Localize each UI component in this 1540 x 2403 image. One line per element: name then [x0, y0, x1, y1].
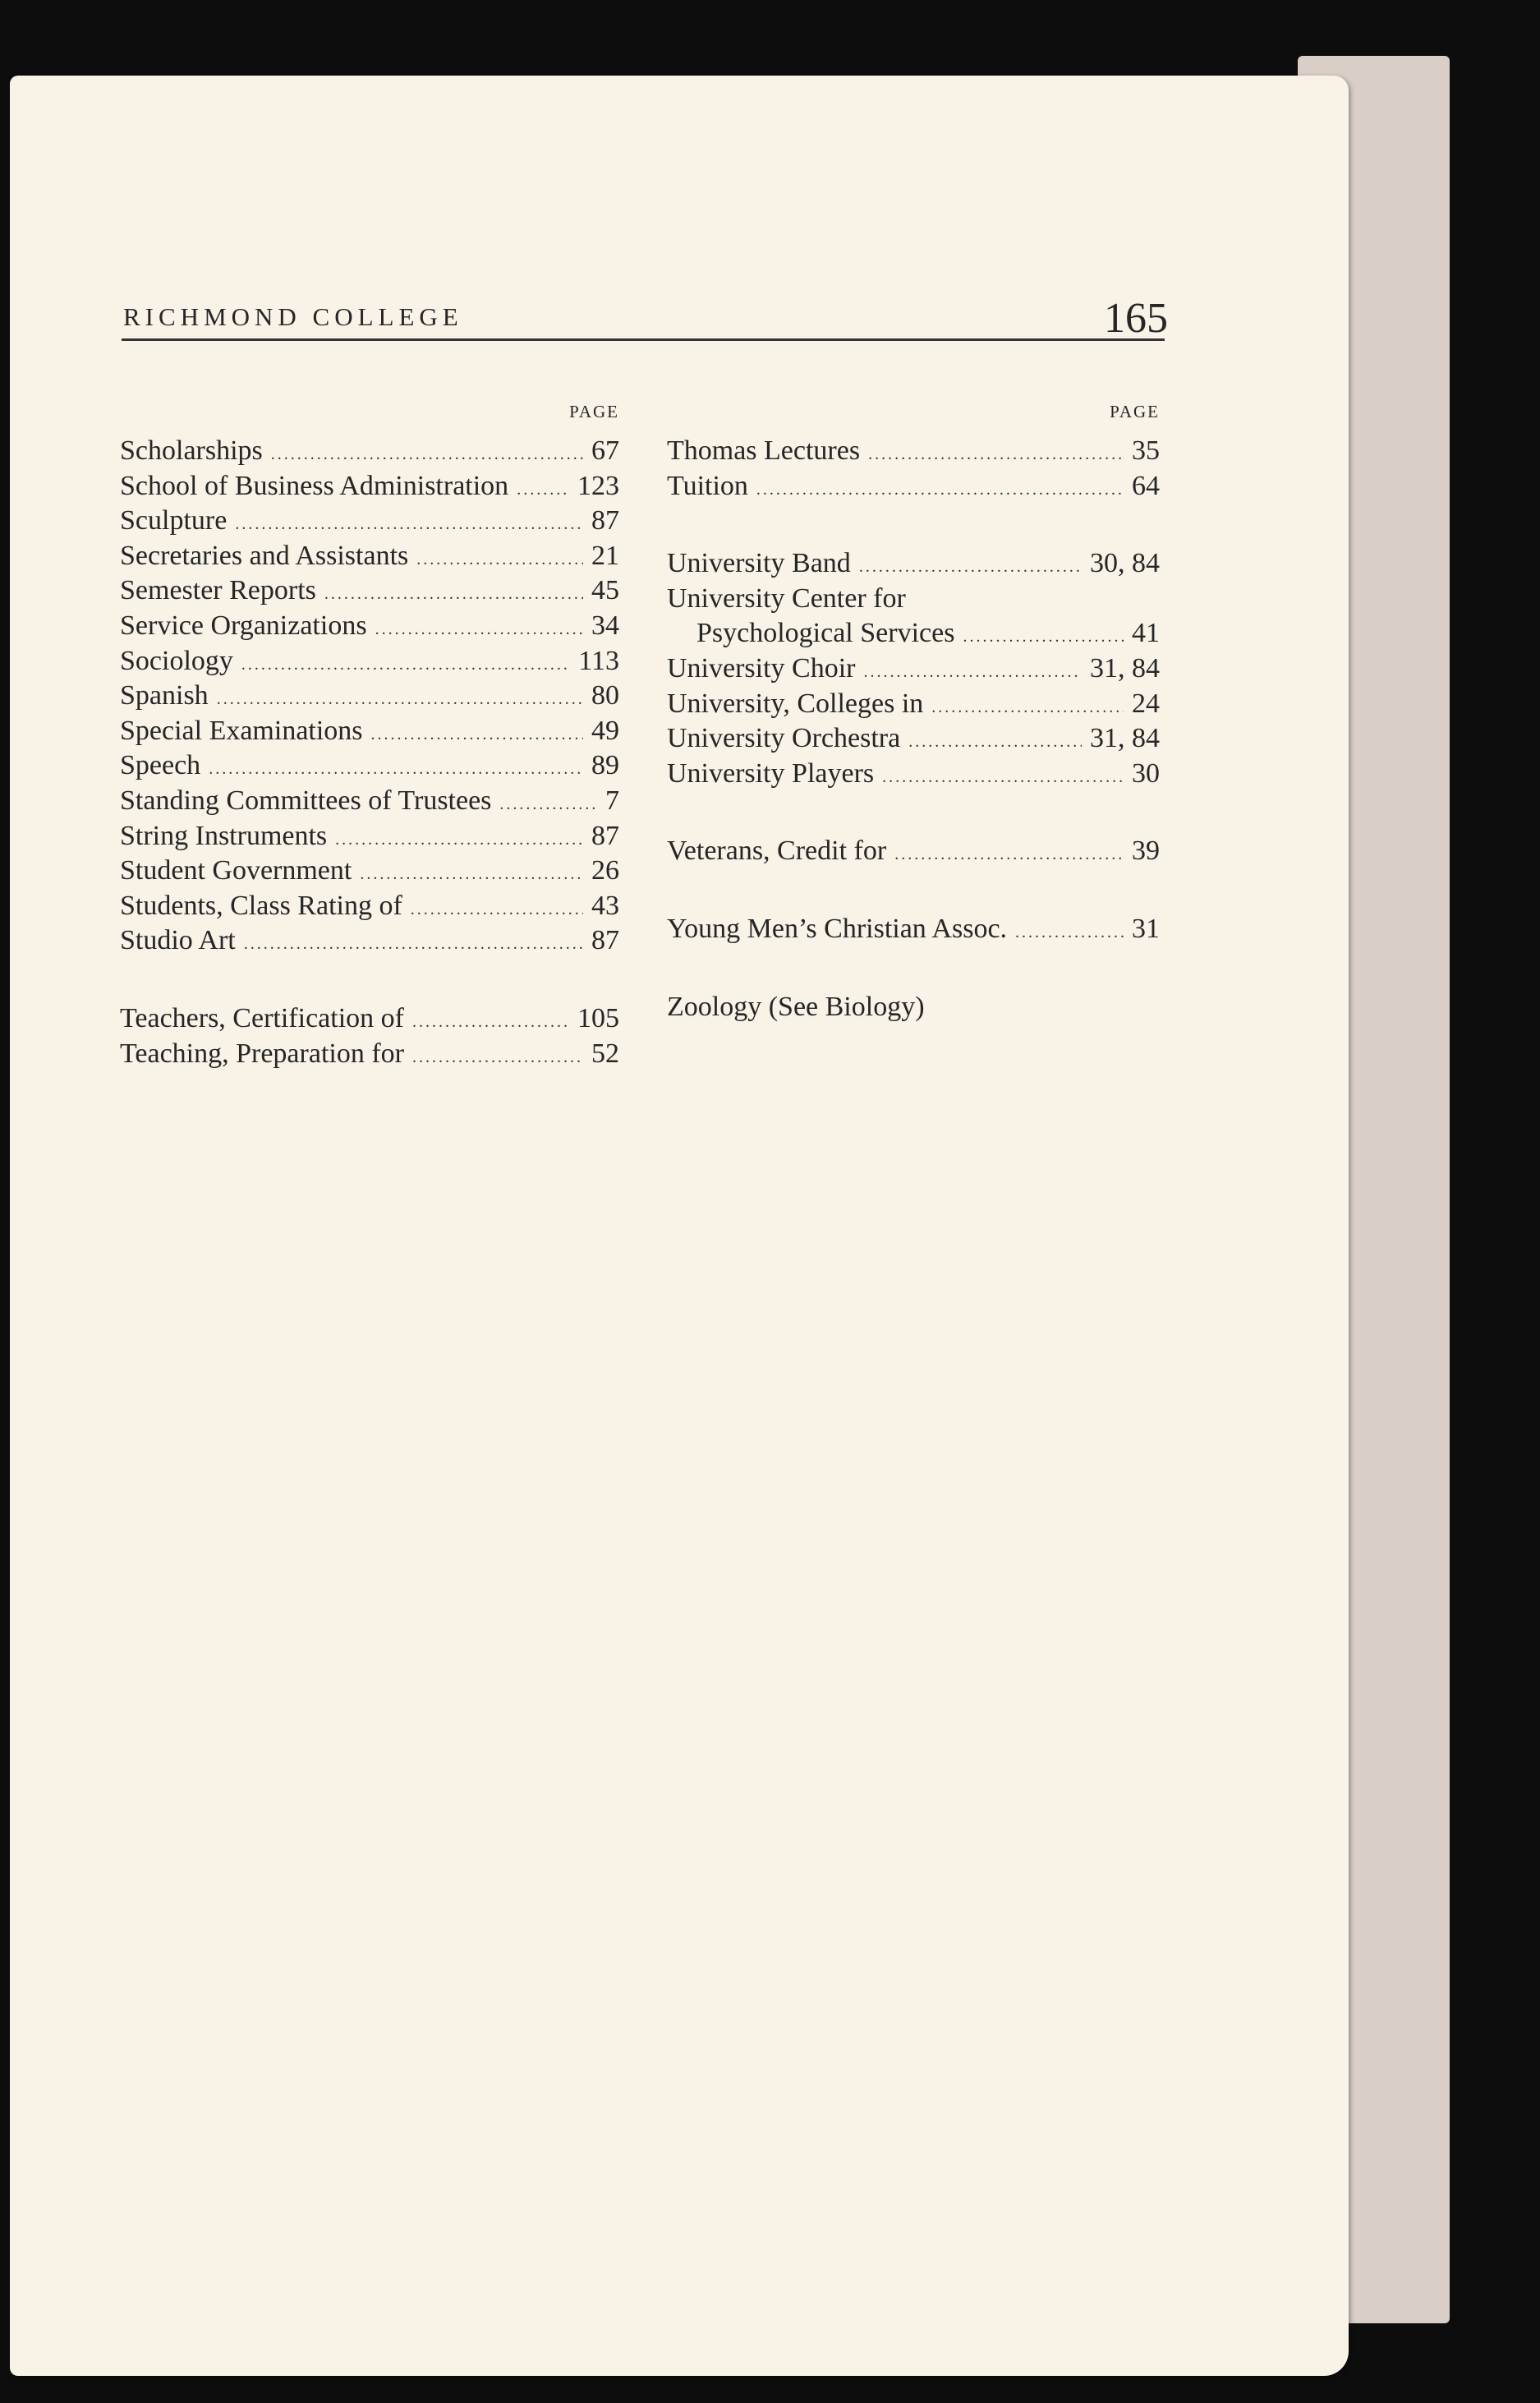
entry-name: Sociology: [120, 645, 233, 676]
running-head: RICHMOND COLLEGE: [123, 302, 463, 331]
index-entry: [120, 748, 619, 784]
entry-name: Scholarships: [120, 435, 263, 466]
index-entry: [667, 721, 1160, 757]
entry-name: School of Business Administration: [120, 470, 509, 501]
dot-leader: [335, 822, 583, 858]
dot-leader: [411, 892, 583, 928]
index-entry: [120, 1001, 619, 1037]
dot-leader: [882, 760, 1124, 795]
entry-name: University Orchestra: [667, 723, 901, 754]
index-column-left: [120, 394, 619, 1071]
entry-name: Veterans, Credit for: [667, 836, 887, 867]
index-entry: [120, 923, 619, 959]
dot-leader: [756, 472, 1124, 508]
group-gap: [667, 504, 1160, 546]
dot-leader: [241, 647, 570, 683]
entry-name: University Center for: [667, 582, 906, 614]
entry-name: Tuition: [667, 470, 748, 501]
entry-name: Speech: [120, 750, 201, 781]
entry-name: Students, Class Rating of: [120, 890, 402, 921]
entry-name: Young Men’s Christian Assoc.: [667, 913, 1008, 944]
entry-page: 123: [577, 470, 619, 501]
dot-leader: [868, 437, 1124, 472]
dot-leader: [412, 1005, 569, 1040]
index-entry: [120, 469, 619, 504]
index-entry: [667, 834, 1160, 869]
entry-page: 31, 84: [1090, 652, 1160, 684]
entry-page: 52: [591, 1038, 619, 1069]
index-entry: [120, 539, 619, 574]
index-entry: [667, 469, 1160, 504]
index-entry: [667, 651, 1160, 687]
dot-leader: [499, 787, 597, 822]
entry-name: String Instruments: [120, 820, 328, 851]
index-column-right: [667, 394, 1160, 1024]
dot-leader: [931, 690, 1124, 725]
header-rule: [122, 338, 1165, 341]
entry-page: 34: [591, 610, 619, 641]
entry-page: 80: [591, 680, 619, 711]
entry-page: 30: [1132, 757, 1160, 789]
entry-page: 41: [1132, 618, 1160, 649]
index-entry: [120, 644, 619, 679]
dot-leader: [863, 655, 1082, 690]
dot-leader: [412, 1040, 583, 1075]
entry-page: 105: [577, 1002, 619, 1033]
index-entry: [120, 504, 619, 539]
index-entry: [667, 687, 1160, 722]
entry-page: 24: [1132, 688, 1160, 719]
entry-name: University Players: [667, 757, 875, 789]
index-entry: [120, 434, 619, 469]
dot-leader: [209, 752, 583, 787]
dot-leader: [360, 857, 583, 892]
entry-page: 87: [591, 820, 619, 851]
group-gap: [667, 791, 1160, 834]
group-gap: [667, 947, 1160, 990]
index-entry: [120, 679, 619, 714]
dot-leader: [517, 472, 569, 508]
dot-leader: [375, 612, 583, 647]
index-entry: [667, 912, 1160, 947]
entry-page: 45: [591, 575, 619, 606]
entry-page: 43: [591, 890, 619, 921]
dot-leader: [217, 682, 583, 717]
dot-leader: [894, 837, 1124, 872]
entry-page: 49: [591, 715, 619, 746]
dot-leader: [963, 619, 1124, 655]
dot-leader: [1015, 915, 1124, 951]
entry-name: Standing Committees of Trustees: [120, 785, 492, 816]
group-gap: [667, 869, 1160, 912]
dot-leader: [371, 717, 583, 753]
page-number: 165: [1104, 295, 1168, 342]
entry-page: 89: [591, 750, 619, 781]
entry-name: Secretaries and Assistants: [120, 540, 409, 571]
entry-page: 30, 84: [1090, 548, 1160, 579]
dot-leader: [271, 437, 583, 472]
entry-name: University Band: [667, 548, 851, 579]
entry-name: Teachers, Certification of: [120, 1002, 404, 1033]
page-header: [112, 214, 1166, 345]
entry-page: 35: [1132, 435, 1160, 466]
entry-name: Studio Art: [120, 925, 236, 956]
entry-page: 31, 84: [1090, 723, 1160, 754]
entry-page: 87: [591, 505, 619, 536]
index-entry: [120, 714, 619, 749]
dot-leader: [859, 550, 1082, 585]
entry-page: 31: [1132, 913, 1160, 944]
index-entry: [120, 573, 619, 609]
dot-leader: [244, 927, 583, 962]
dot-leader: [908, 725, 1082, 760]
entry-name: Service Organizations: [120, 610, 367, 641]
index-entry: [120, 784, 619, 819]
index-entry: [120, 854, 619, 889]
entry-name: Special Examinations: [120, 715, 363, 746]
index-list: [667, 434, 1160, 1024]
index-entry: [120, 1037, 619, 1072]
dot-leader: [235, 507, 583, 542]
column-heading: PAGE: [569, 402, 619, 421]
entry-name: Thomas Lectures: [667, 435, 861, 466]
index-entry: [667, 990, 1160, 1025]
entry-page: 7: [605, 785, 619, 816]
entry-name: Teaching, Preparation for: [120, 1038, 404, 1069]
entry-name: University, Colleges in: [667, 688, 924, 719]
index-list: [120, 434, 619, 1071]
group-gap: [120, 959, 619, 1001]
index-entry: [667, 434, 1160, 469]
index-entry: [667, 616, 1160, 651]
entry-name: Student Government: [120, 855, 352, 886]
entry-page: 113: [578, 645, 619, 676]
column-heading: PAGE: [1110, 402, 1160, 421]
entry-page: 87: [591, 925, 619, 956]
entry-name: Psychological Services: [696, 618, 955, 649]
entry-name: Sculpture: [120, 505, 228, 536]
dot-leader: [416, 542, 583, 578]
entry-page: 39: [1132, 836, 1160, 867]
entry-page: 67: [591, 435, 619, 466]
index-entry: [120, 609, 619, 644]
entry-page: 21: [591, 540, 619, 571]
entry-name: Spanish: [120, 680, 209, 711]
index-entry: [667, 582, 1160, 617]
index-entry: [120, 889, 619, 924]
index-entry: [667, 757, 1160, 792]
entry-name: University Choir: [667, 652, 856, 684]
entry-page: 64: [1132, 470, 1160, 501]
entry-name: Zoology (See Biology): [667, 991, 925, 1022]
index-entry: [667, 546, 1160, 582]
entry-name: Semester Reports: [120, 575, 316, 606]
entry-page: 26: [591, 855, 619, 886]
dot-leader: [324, 577, 583, 612]
index-entry: [120, 819, 619, 854]
